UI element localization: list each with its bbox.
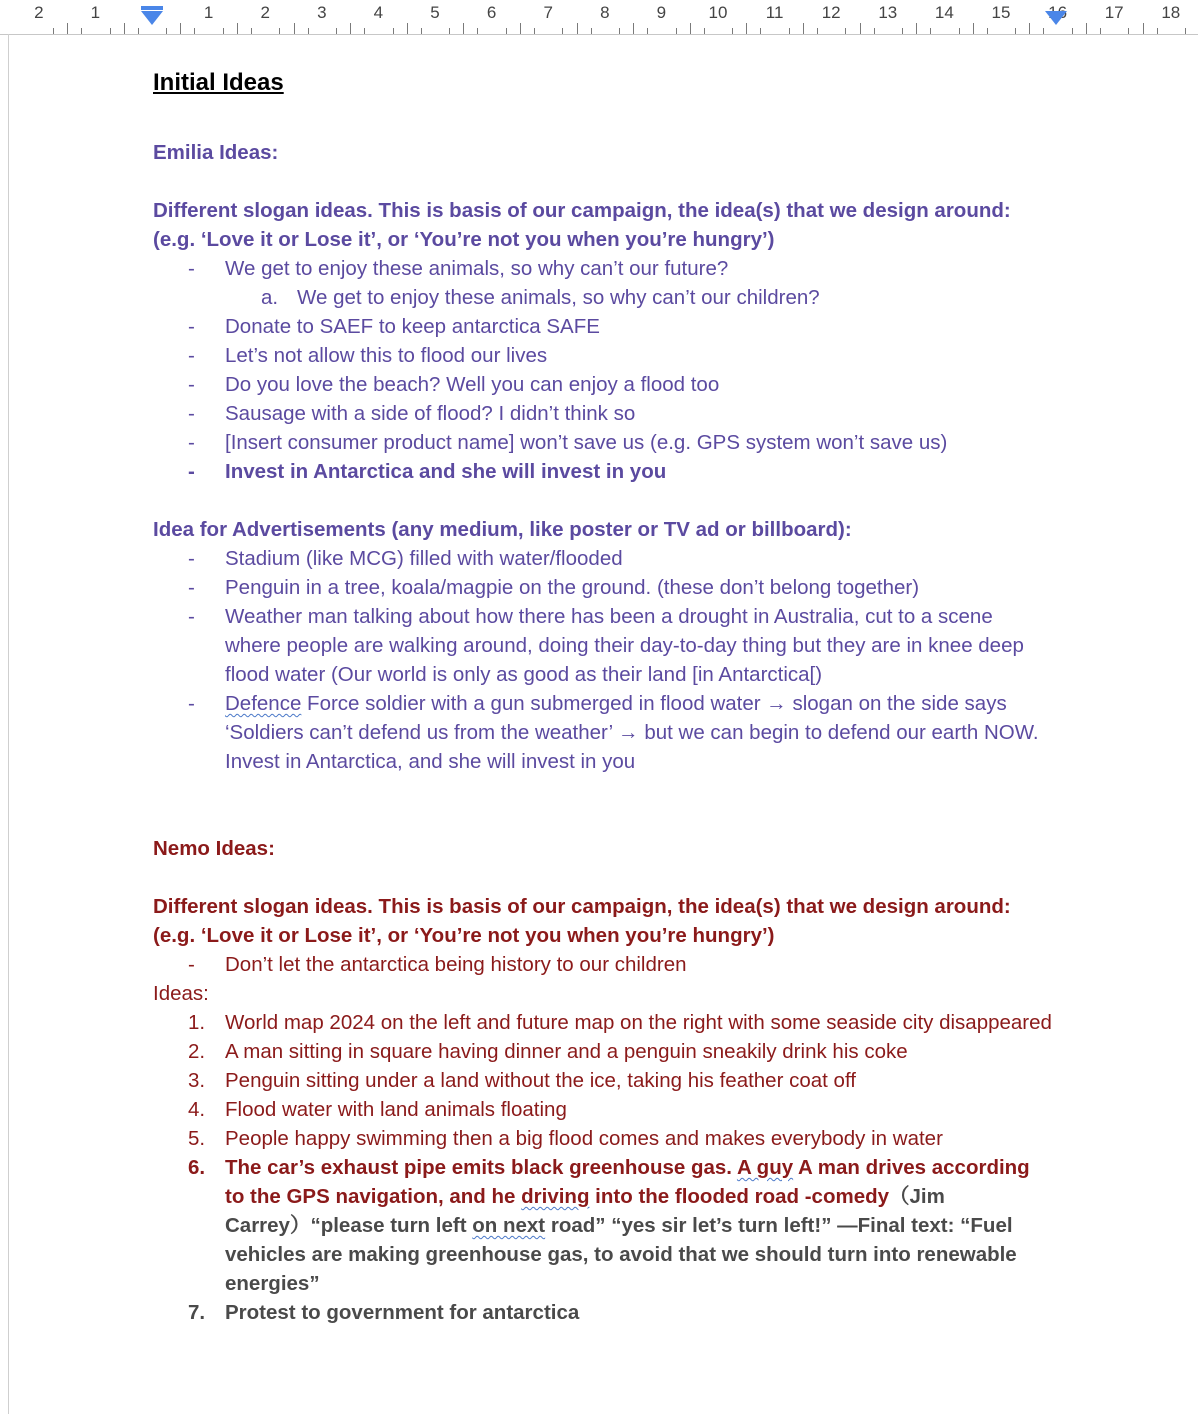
ruler-tick (449, 28, 450, 34)
ruler-number: 14 (934, 3, 954, 22)
ruler-tick (874, 28, 875, 34)
ruler-number: 1 (203, 3, 214, 22)
ruler-tick (803, 23, 804, 34)
ruler-number: 8 (600, 3, 610, 22)
nemo-slogan-intro: Different slogan ideas. This is basis of our campaign, the idea(s) that we design around: (e.g. ‘Love it or Lose it’, or ‘You’re not you when you’re hungry’) (153, 895, 1011, 947)
ruler-tick (194, 28, 195, 34)
ruler-tick (463, 23, 464, 34)
ruler-tick (308, 28, 309, 34)
ruler-tick (294, 23, 295, 34)
ruler-tick (67, 23, 68, 34)
ruler-tick (336, 28, 337, 34)
list-item: 6. The car’s exhaust pipe emits black greenhouse gas. A guy A man drives according to the GPS navigation, and he driving into the flooded road -comedy（Jim Carrey）“please turn left on next road” “yes sir let’s turn left!” —Final text: “Fuel vehicles are making greenhouse gas, to avoid that we should turn into renewable energies” (188, 1156, 1030, 1295)
ruler-tick (1029, 23, 1030, 34)
ruler-number: 17 (1104, 3, 1124, 22)
ruler-number: 6 (486, 3, 497, 22)
ruler-tick (180, 23, 181, 34)
list-item: a. We get to enjoy these animals, so why can’t our children? (261, 286, 820, 309)
document-page[interactable] (153, 68, 1053, 1327)
ruler-tick (562, 28, 563, 34)
list-item: - Penguin in a tree, koala/magpie on the ground. (these don’t belong together) (188, 576, 920, 599)
list-item: 2. A man sitting in square having dinner and a penguin sneakily drink his coke (188, 1040, 908, 1063)
ruler-number: 2 (260, 3, 270, 22)
ruler-tick (789, 28, 790, 34)
ruler-number: 15 (991, 3, 1011, 22)
ruler-tick (1128, 28, 1129, 34)
ruler-tick (138, 28, 139, 34)
ruler-tick (987, 28, 988, 34)
list-item: 5. People happy swimming then a big flood comes and makes everybody in water (188, 1127, 943, 1150)
ruler-tick (1157, 28, 1158, 34)
ruler-tick (223, 28, 224, 34)
ruler-tick (577, 23, 578, 34)
ruler-tick (534, 28, 535, 34)
ruler-tick (53, 28, 54, 34)
ruler-tick (916, 23, 917, 34)
ruler-tick (81, 28, 82, 34)
ruler-number: 12 (821, 3, 841, 22)
ruler-tick (1015, 28, 1016, 34)
emilia-heading: Emilia Ideas: (153, 141, 279, 164)
list-item: - Do you love the beach? Well you can enjoy a flood too (188, 373, 720, 396)
ruler-tick (633, 23, 634, 34)
ruler-number: 10 (708, 3, 728, 22)
left-indent-marker-icon[interactable] (141, 11, 163, 25)
list-item: 1. World map 2024 on the left and future map on the right with some seaside city disappeared (188, 1011, 1052, 1034)
ruler-tick (690, 23, 691, 34)
ruler-tick (393, 28, 394, 34)
ruler-number: 3 (317, 3, 327, 22)
ruler-tick (350, 23, 351, 34)
ideas-label: Ideas: (153, 982, 209, 1005)
list-item: - We get to enjoy these animals, so why can’t our future? (188, 257, 729, 280)
ruler-tick (647, 28, 648, 34)
ruler-number: 2 (34, 3, 44, 22)
ruler-tick (166, 28, 167, 34)
ruler-tick (477, 28, 478, 34)
right-indent-marker-icon[interactable] (1045, 11, 1067, 25)
list-item: - Sausage with a side of flood? I didn’t think so (188, 402, 636, 425)
list-item: 7. Protest to government for antarctica (188, 1301, 580, 1324)
ruler-tick (1143, 23, 1144, 34)
ruler-tick (506, 28, 507, 34)
list-item: - Invest in Antarctica and she will invest in you (188, 460, 667, 483)
ruler-tick (591, 28, 592, 34)
ruler-number: 13 (878, 3, 898, 22)
ruler-tick (746, 23, 747, 34)
grammar-suggestion[interactable]: A guy (736, 1156, 794, 1179)
ruler-number: 16 (1048, 3, 1068, 22)
grammar-suggestion[interactable]: on next (472, 1214, 546, 1237)
ruler-number: 1 (90, 3, 101, 22)
ads-heading: Idea for Advertisements (any medium, like poster or TV ad or billboard): (153, 518, 852, 541)
ruler-tick (124, 23, 125, 34)
list-item: 3. Penguin sitting under a land without the ice, taking his feather coat off (188, 1069, 856, 1092)
list-item: 4. Flood water with land animals floating (188, 1098, 567, 1121)
ruler-tick (1100, 28, 1101, 34)
ruler-number: 7 (543, 3, 553, 22)
document-title: Initial Ideas (153, 69, 284, 96)
ruler-tick (520, 23, 521, 34)
ruler-tick (1072, 28, 1073, 34)
list-item: - Weather man talking about how there has been a drought in Australia, cut to a scene where people are walking around, doing their day-to-day thing but they are in knee deep flood water (Our world is only as good as their land [in Antarctica[) (188, 605, 1024, 686)
ruler-tick (930, 28, 931, 34)
ruler-tick (1185, 28, 1186, 34)
ruler-number: 5 (430, 3, 440, 22)
ruler-tick (760, 28, 761, 34)
page-left-edge (8, 34, 9, 1414)
list-item: - Let’s not allow this to flood our lives (188, 344, 548, 367)
ruler-tick (407, 23, 408, 34)
ruler-tick (251, 28, 252, 34)
grammar-suggestion[interactable]: driving (521, 1185, 590, 1208)
ruler-tick (817, 28, 818, 34)
ruler-tick (364, 28, 365, 34)
nemo-heading: Nemo Ideas: (153, 837, 275, 860)
ruler-tick (860, 23, 861, 34)
ruler-tick (902, 28, 903, 34)
ruler-tick (845, 28, 846, 34)
horizontal-ruler[interactable] (0, 0, 1198, 35)
ruler-tick (959, 28, 960, 34)
ruler-tick (110, 28, 111, 34)
list-item: - Donate to SAEF to keep antarctica SAFE (188, 315, 600, 338)
ruler-tick (704, 28, 705, 34)
list-item: - Defence Force soldier with a gun submerged in flood water → slogan on the side says ‘Soldiers can’t defend us from the weather’ → but we can begin to defend our earth NOW. Invest in Antarctica, and she will invest in you (188, 692, 1039, 773)
ruler-tick (1086, 23, 1087, 34)
ruler-tick (421, 28, 422, 34)
ruler-tick (1043, 28, 1044, 34)
ruler-number: 18 (1161, 3, 1181, 22)
ruler-number: 11 (765, 3, 784, 22)
ruler-tick (973, 23, 974, 34)
ruler-tick (619, 28, 620, 34)
ruler-tick (279, 28, 280, 34)
ruler-number: 4 (373, 3, 384, 22)
ruler-tick (237, 23, 238, 34)
ruler-tick (732, 28, 733, 34)
ruler-number: 9 (656, 3, 667, 22)
first-line-indent-marker[interactable] (141, 6, 163, 10)
emilia-slogan-intro: Different slogan ideas. This is basis of our campaign, the idea(s) that we design around: (e.g. ‘Love it or Lose it’, or ‘You’re not you when you’re hungry’) (153, 199, 1011, 251)
list-item: - [Insert consumer product name] won’t save us (e.g. GPS system won’t save us) (188, 431, 948, 454)
spelling-suggestion[interactable]: Defence (225, 692, 302, 715)
ruler-tick (676, 28, 677, 34)
list-item: - Don’t let the antarctica being history to our children (188, 953, 687, 976)
list-item: - Stadium (like MCG) filled with water/flooded (188, 547, 623, 570)
